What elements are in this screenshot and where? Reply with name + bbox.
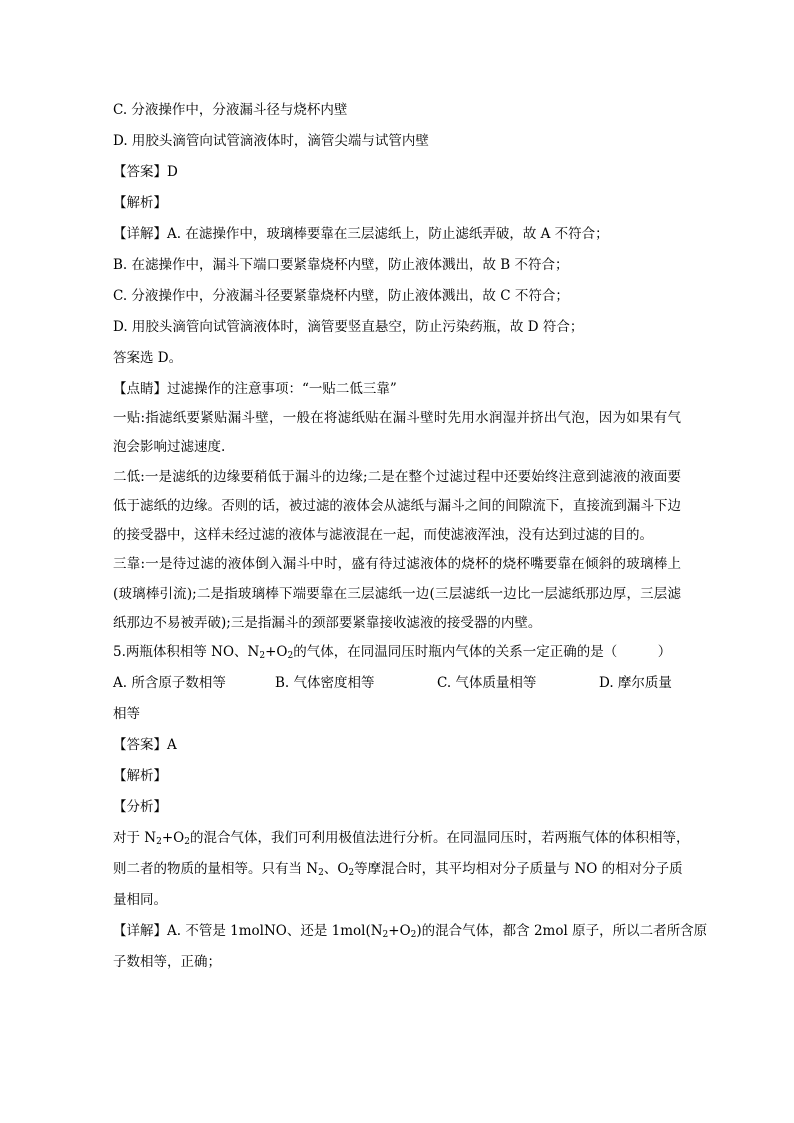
detail-c: C. 分液操作中，分液漏斗径要紧靠烧杯内壁，防止液体溅出，故 C 不符合； bbox=[113, 288, 569, 304]
fenxi-line-1: 对于 $N_2+O_2$的混合气体，我们可利用极值法进行分析。在同温同压时，若两瓶气体的体积相等， bbox=[113, 830, 690, 848]
question-5-options bbox=[113, 673, 681, 693]
answer-label-2: 【答案】A bbox=[113, 737, 177, 754]
sankao-paragraph: 三靠:一是待过滤的液体倒入漏斗中时，盛有待过滤液体的烧杯的烧杯嘴要靠在倾斜的玻璃棒上(玻璃棒引流);二是指玻璃棒下端要靠在三层滤纸一边(三层滤纸一边比一层滤纸那边厚，三层滤纸那边不易被弄破);三是指漏斗的颈部要紧靠接收滤液的接受器的内壁。 bbox=[113, 556, 681, 632]
option-d-partial: D. 用胶头滴管向试管滴液体时，滴管尖端与试管内壁 bbox=[113, 133, 429, 149]
fenxi-label: 【分析】 bbox=[113, 799, 167, 816]
xiangjie-line-2: 子数相等，正确； bbox=[113, 954, 221, 971]
answer-label: 【答案】D bbox=[113, 164, 178, 180]
yitie-paragraph: 一贴:指滤纸要紧贴漏斗壁，一般在将滤纸贴在漏斗壁时先用水润湿并挤出气泡，因为如果有气泡会影响过滤速度. bbox=[113, 410, 681, 456]
option-d: D. 摩尔质量 bbox=[599, 675, 672, 692]
option-c: C. 气体质量相等 bbox=[437, 675, 537, 692]
option-c-partial: C. 分液操作中，分液漏斗径与烧杯内壁 bbox=[113, 102, 348, 118]
erdi-paragraph: 二低:一是滤纸的边缘要稍低于漏斗的边缘;二是在整个过滤过程中还要始终注意到滤液的液面要低于滤纸的边缘。否则的话，被过滤的液体会从滤纸与漏斗之间的间隙流下，直接流到漏斗下边的接受器中，这样未经过滤的液体与滤液混在一起，而使滤液浑浊，没有达到过滤的目的。 bbox=[113, 468, 681, 544]
question-5: 5.两瓶体积相等 NO、$N_2+O_2$的气体，在同温同压时瓶内气体的关系一定正确的是（ ） bbox=[113, 644, 672, 662]
option-b: B. 气体密度相等 bbox=[275, 675, 375, 692]
dianjing-heading: 【点睛】过滤操作的注意事项：“一贴二低三靠” bbox=[113, 381, 397, 397]
fenxi-line-3: 量相同。 bbox=[113, 892, 167, 909]
fenxi-line-2: 则二者的物质的量相等。只有当 $N_2$、$O_2$等摩混合时，其平均相对分子质量与 NO 的相对分子质 bbox=[113, 861, 683, 879]
detail-b: B. 在滤操作中，漏斗下端口要紧靠烧杯内壁，防止液体溅出，故 B 不符合； bbox=[113, 257, 569, 273]
xiangjie-line-1: 【详解】A. 不管是 1molNO、还是 $1mol(N_2+O_2)$的混合气体，都含 2mol 原子，所以二者所含原 bbox=[113, 923, 708, 941]
detail-a: 【详解】A. 在滤操作中，玻璃棒要靠在三层滤纸上，防止滤纸弄破，故 A 不符合； bbox=[113, 226, 609, 242]
document-page bbox=[113, 100, 708, 972]
option-d-continued: 相等 bbox=[113, 706, 140, 723]
analysis-label-2: 【解析】 bbox=[113, 768, 167, 785]
choose-d: 答案选 D。 bbox=[113, 350, 183, 366]
analysis-label: 【解析】 bbox=[113, 195, 167, 211]
detail-d: D. 用胶头滴管向试管滴液体时，滴管要竖直悬空，防止污染药瓶，故 D 符合； bbox=[113, 319, 584, 335]
option-a: A. 所含原子数相等 bbox=[113, 675, 226, 692]
